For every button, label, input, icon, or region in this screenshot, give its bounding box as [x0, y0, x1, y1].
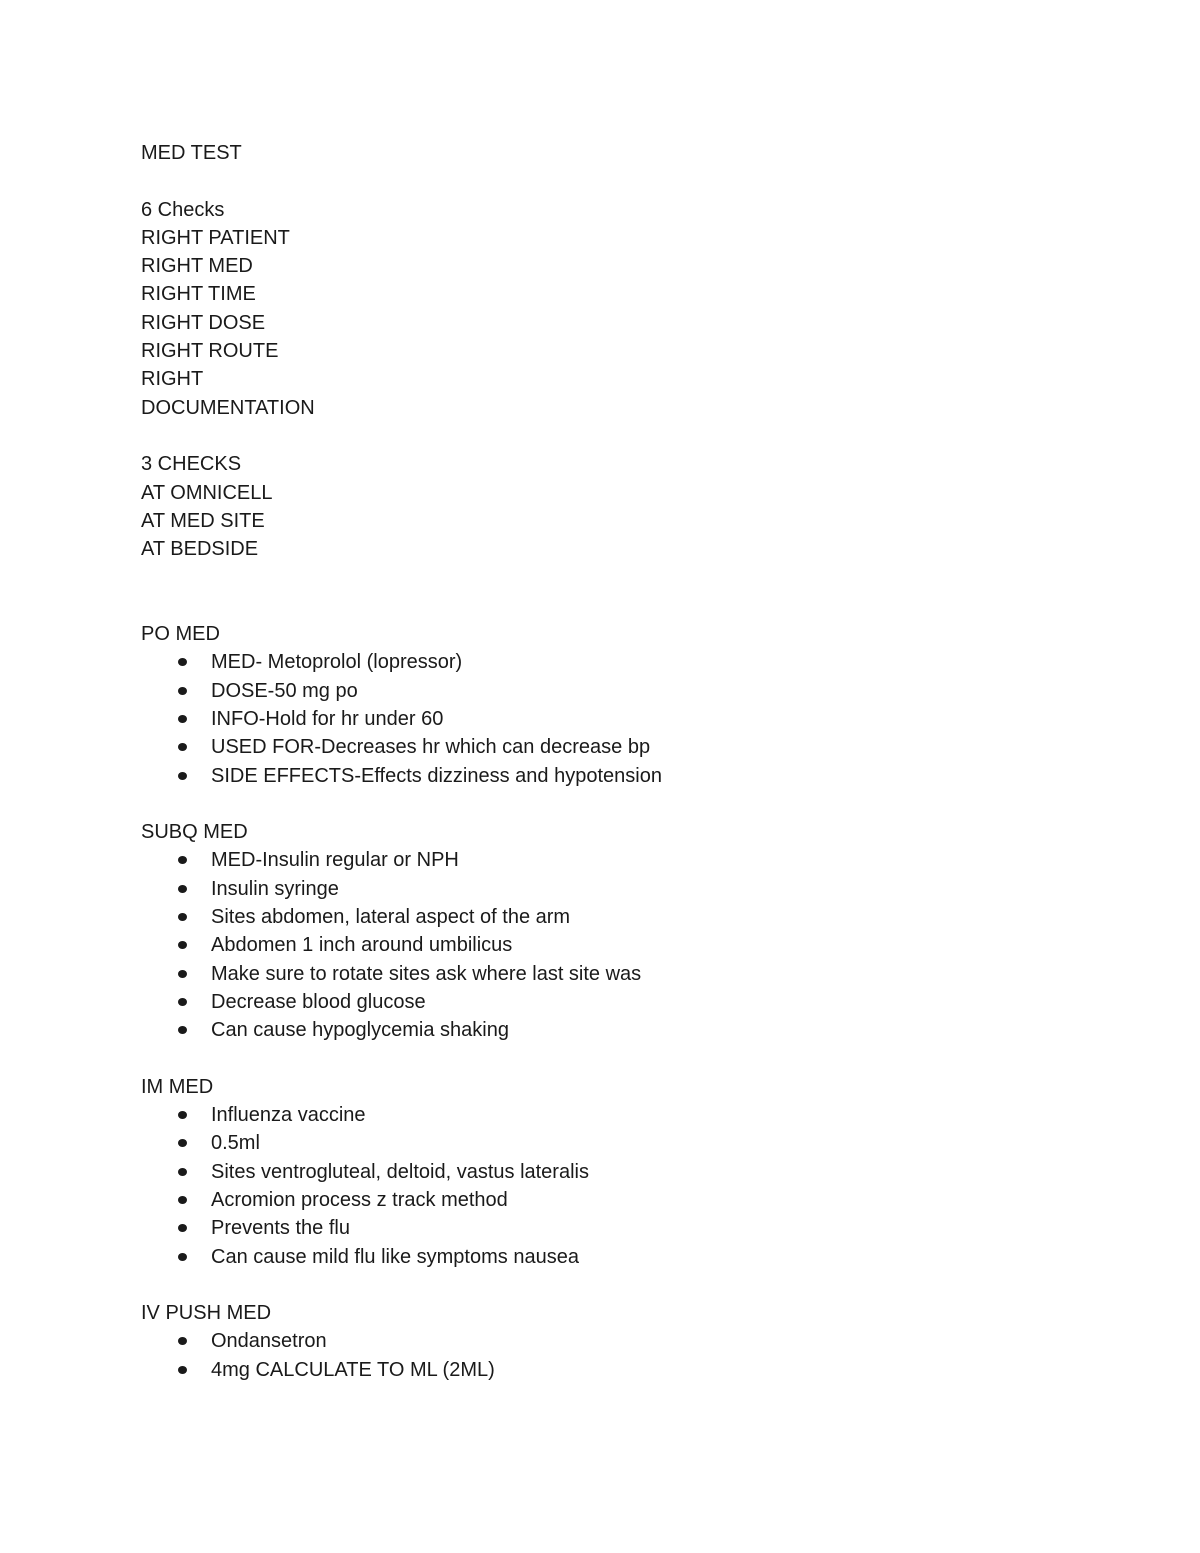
- list-item-text: Ondansetron: [211, 1330, 327, 1353]
- document-title: MED TEST: [141, 142, 242, 164]
- list-item-text: Decrease blood glucose: [211, 990, 426, 1013]
- bullet-icon: [178, 970, 187, 978]
- bullet-icon: [178, 687, 187, 695]
- list-item-text: Can cause mild flu like symptoms nausea: [211, 1245, 579, 1268]
- list-item: [141, 733, 1141, 761]
- list-item-text: Prevents the flu: [211, 1217, 350, 1240]
- list-item-text: Influenza vaccine: [211, 1104, 366, 1127]
- list-item-text: Insulin syringe: [211, 877, 339, 900]
- bullet-icon: [178, 715, 187, 723]
- check-item: RIGHT DOSE: [141, 311, 266, 334]
- im-med-list: [141, 1101, 1141, 1271]
- list-item: [141, 1356, 1141, 1384]
- check-item: DOCUMENTATION: [141, 396, 315, 419]
- six-checks-section: [141, 196, 1141, 422]
- list-item: [141, 1243, 1141, 1271]
- im-med-heading: IM MED: [141, 1075, 214, 1098]
- list-item-text: Sites abdomen, lateral aspect of the arm: [211, 906, 571, 929]
- bullet-icon: [178, 1139, 187, 1147]
- bullet-icon: [178, 998, 187, 1006]
- bullet-icon: [178, 885, 187, 893]
- list-item-text: USED FOR-Decreases hr which can decrease bp: [211, 736, 651, 759]
- bullet-icon: [178, 913, 187, 921]
- list-item-text: Make sure to rotate sites ask where last site was: [211, 962, 642, 985]
- list-item: [141, 1214, 1141, 1242]
- bullet-icon: [178, 1366, 187, 1374]
- check-item: AT OMNICELL: [141, 481, 273, 504]
- list-item-text: MED- Metoprolol (lopressor): [211, 651, 463, 674]
- bullet-icon: [178, 658, 187, 666]
- list-item: [141, 1158, 1141, 1186]
- list-item-text: SIDE EFFECTS-Effects dizziness and hypotension: [211, 764, 662, 787]
- bullet-icon: [178, 1224, 187, 1232]
- bullet-icon: [178, 941, 187, 949]
- list-item: [141, 875, 1141, 903]
- list-item: [141, 1327, 1141, 1355]
- subq-med-section: [141, 818, 1141, 1044]
- list-item: [141, 903, 1141, 931]
- six-checks-heading: 6 Checks: [141, 198, 225, 221]
- check-item: RIGHT MED: [141, 255, 253, 278]
- subq-med-heading: SUBQ MED: [141, 821, 248, 844]
- three-checks-heading: 3 CHECKS: [141, 453, 242, 476]
- list-item: [141, 677, 1141, 705]
- bullet-icon: [178, 1196, 187, 1204]
- bullet-icon: [178, 1253, 187, 1261]
- check-item: RIGHT: [141, 368, 204, 391]
- bullet-icon: [178, 1337, 187, 1345]
- po-med-section: [141, 620, 1141, 790]
- im-med-section: [141, 1073, 1141, 1271]
- list-item-text: MED-Insulin regular or NPH: [211, 849, 459, 872]
- spacer: [141, 1045, 1141, 1073]
- iv-push-med-section: [141, 1299, 1141, 1384]
- list-item: [141, 1016, 1141, 1044]
- bullet-icon: [178, 856, 187, 864]
- list-item: [141, 960, 1141, 988]
- spacer: [141, 563, 1141, 620]
- bullet-icon: [178, 1168, 187, 1176]
- bullet-icon: [178, 772, 187, 780]
- iv-push-med-heading: IV PUSH MED: [141, 1302, 272, 1325]
- check-item: RIGHT ROUTE: [141, 340, 279, 363]
- list-item-text: 4mg CALCULATE TO ML (2ML): [211, 1358, 495, 1381]
- list-item: [141, 1101, 1141, 1129]
- bullet-icon: [178, 1026, 187, 1034]
- list-item: [141, 762, 1141, 790]
- list-item-text: Sites ventrogluteal, deltoid, vastus lateralis: [211, 1160, 589, 1183]
- list-item-text: 0.5ml: [211, 1132, 260, 1155]
- check-item: AT MED SITE: [141, 509, 265, 532]
- list-item: [141, 705, 1141, 733]
- check-item: RIGHT TIME: [141, 283, 256, 306]
- iv-push-med-list: [141, 1327, 1141, 1384]
- list-item-text: INFO-Hold for hr under 60: [211, 707, 444, 730]
- list-item: [141, 1129, 1141, 1157]
- list-item-text: Acromion process z track method: [211, 1188, 508, 1211]
- po-med-list: [141, 648, 1141, 789]
- list-item-text: Can cause hypoglycemia shaking: [211, 1019, 509, 1042]
- spacer: [141, 422, 1141, 450]
- list-item-text: DOSE-50 mg po: [211, 679, 358, 702]
- list-item: [141, 931, 1141, 959]
- list-item: [141, 1186, 1141, 1214]
- three-checks-section: [141, 450, 1141, 563]
- list-item: [141, 648, 1141, 676]
- check-item: RIGHT PATIENT: [141, 226, 290, 249]
- po-med-heading: PO MED: [141, 623, 220, 646]
- spacer: [141, 790, 1141, 818]
- bullet-icon: [178, 1111, 187, 1119]
- document-page: [141, 139, 1141, 1384]
- list-item: [141, 988, 1141, 1016]
- bullet-icon: [178, 743, 187, 751]
- list-item: [141, 846, 1141, 874]
- check-item: AT BEDSIDE: [141, 538, 259, 561]
- subq-med-list: [141, 846, 1141, 1044]
- list-item-text: Abdomen 1 inch around umbilicus: [211, 934, 513, 957]
- spacer: [141, 1271, 1141, 1299]
- spacer: [141, 167, 1141, 195]
